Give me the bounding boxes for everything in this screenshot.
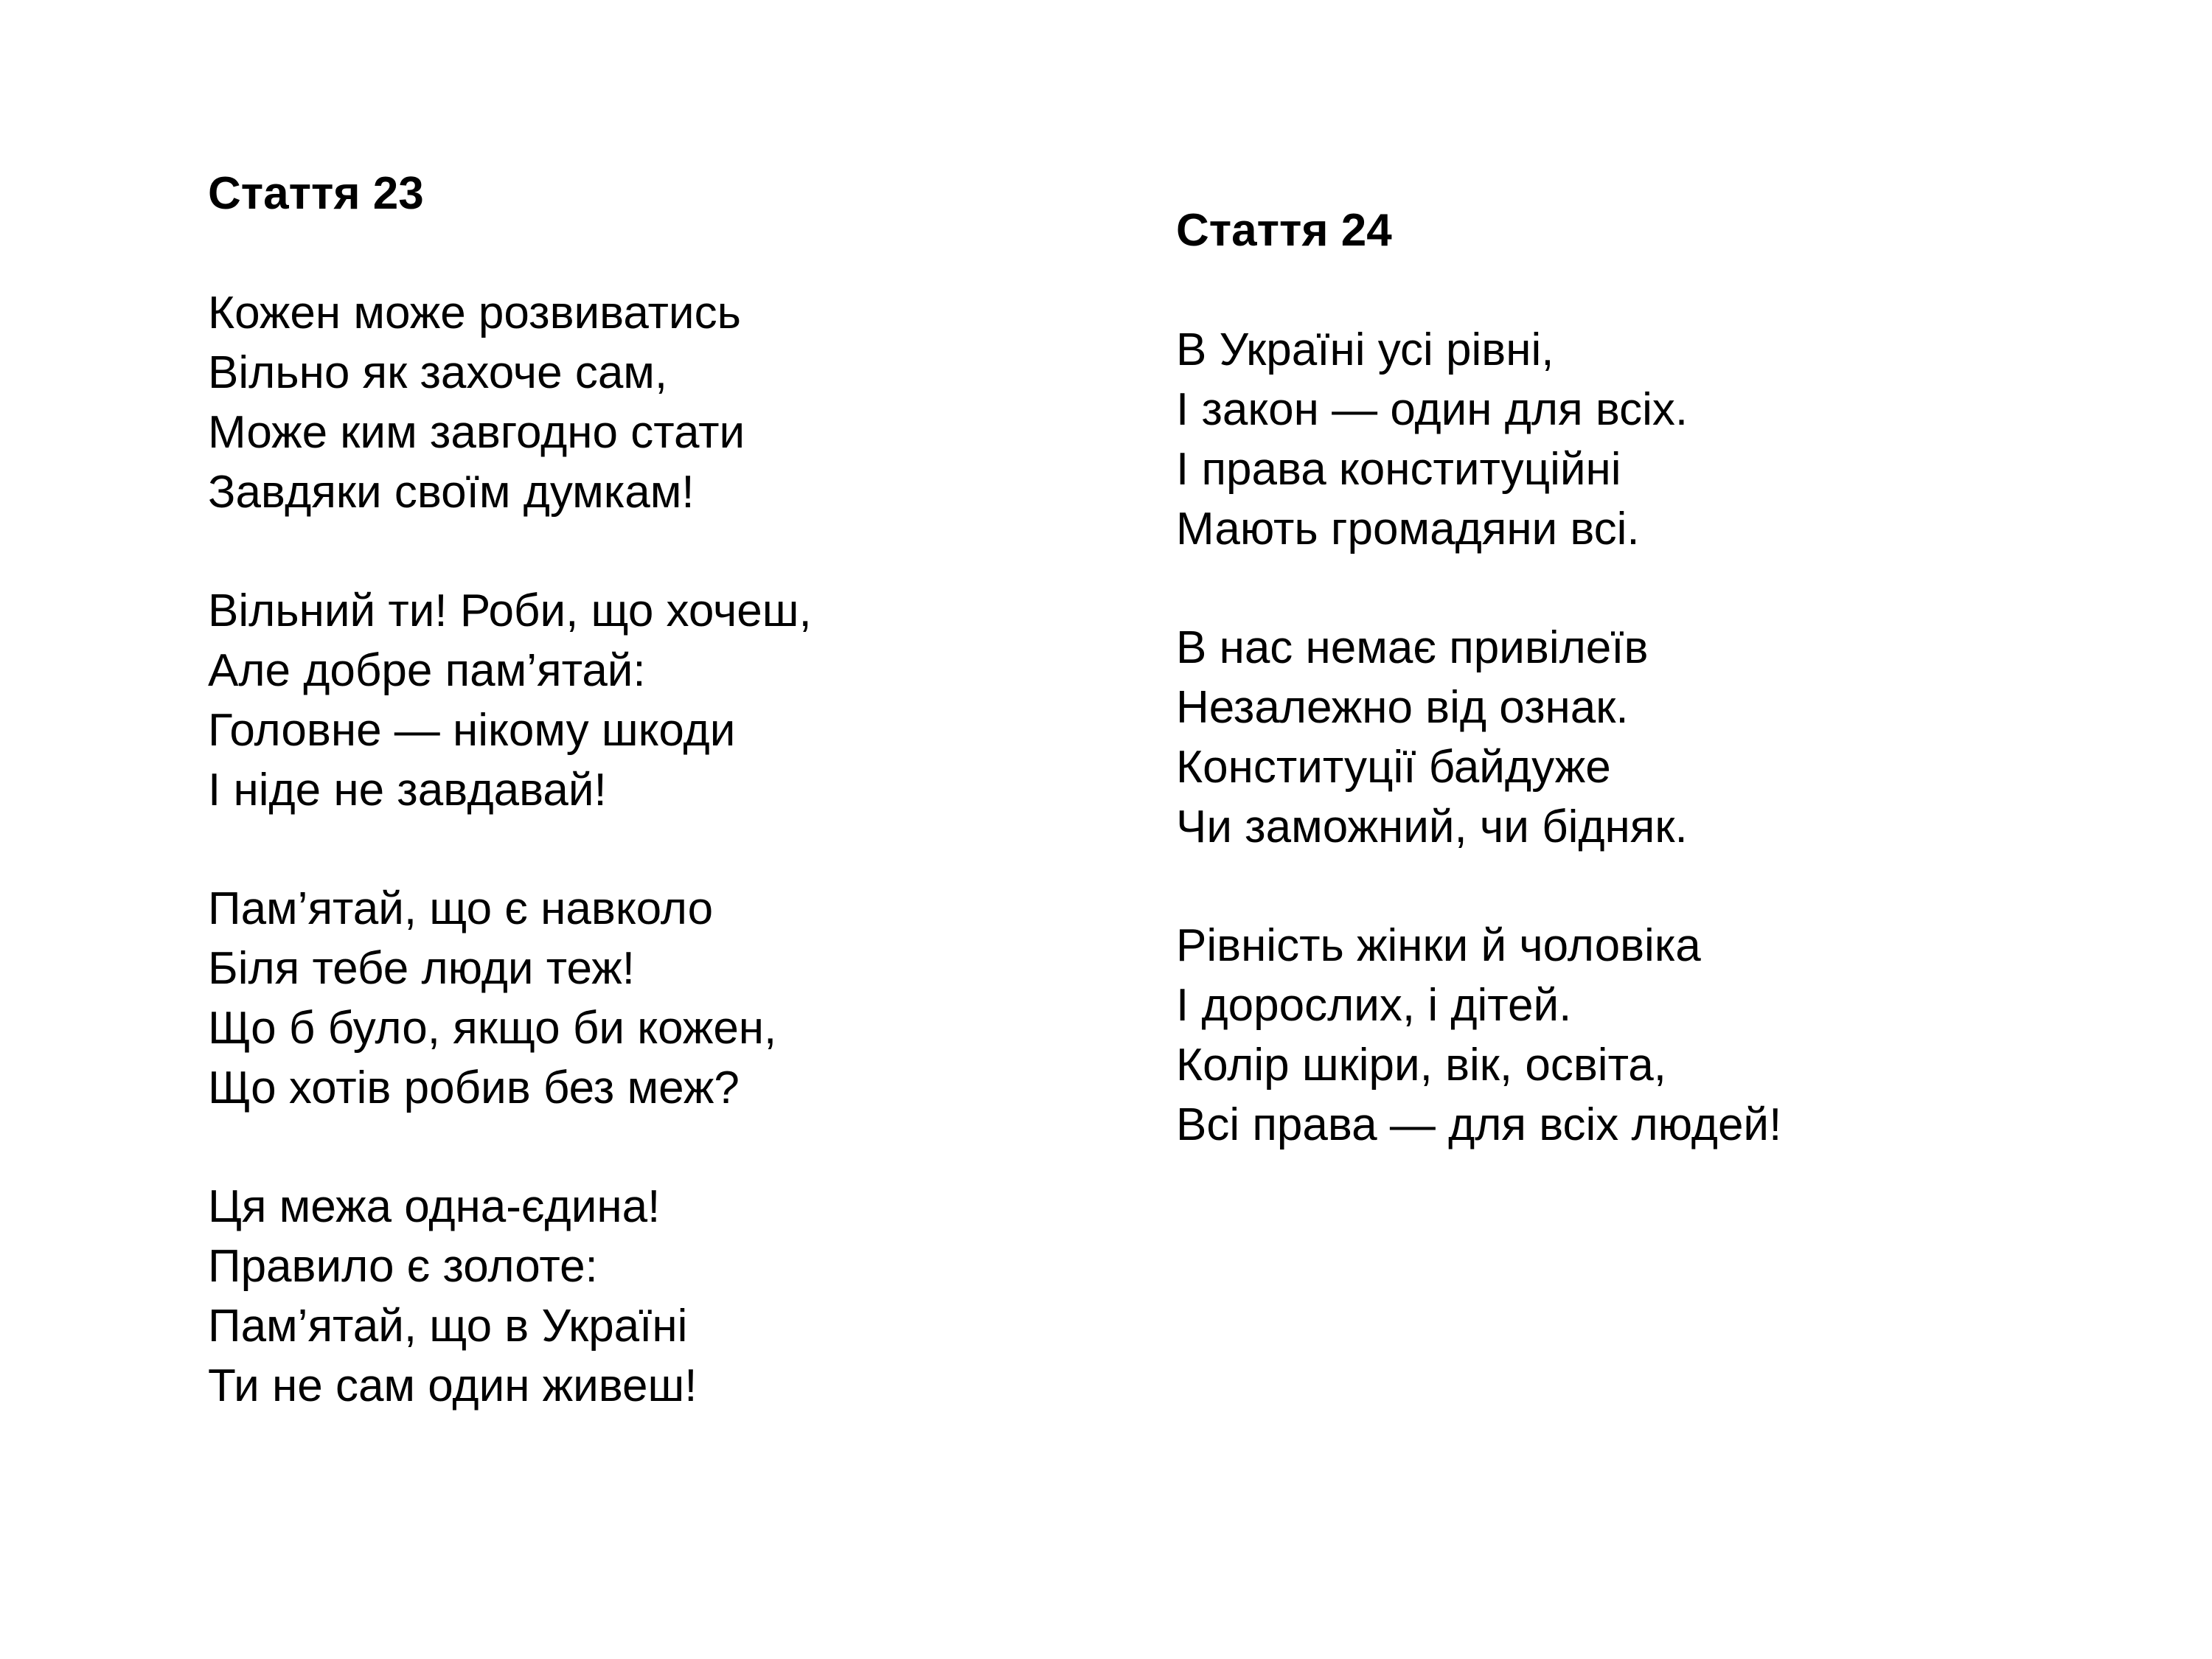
verse-line: Колір шкіри, вік, освіта, <box>1176 1040 1666 1091</box>
stanza <box>208 879 812 1118</box>
verse-line: В нас немає привілеїв <box>1176 622 1649 673</box>
article-24-column <box>1176 201 1781 1214</box>
stanza <box>1176 916 1781 1155</box>
verse-line: Пам’ятай, що є навколо <box>208 883 714 934</box>
verse-line: І закон — один для всіх. <box>1176 384 1688 435</box>
verse-line: Вільно як захоче сам, <box>208 347 668 398</box>
verse-line: Всі права — для всіх людей! <box>1176 1099 1782 1150</box>
verse-line: Що хотів робив без меж? <box>208 1062 740 1113</box>
verse-line: Ця межа одна-єдина! <box>208 1181 661 1232</box>
article-23-column <box>208 164 812 1475</box>
stanza <box>1176 618 1781 857</box>
verse-line: Незалежно від ознак. <box>1176 682 1629 733</box>
verse-line: Вільний ти! Роби, що хочеш, <box>208 585 812 636</box>
verse-line: І дорослих, і дітей. <box>1176 980 1572 1031</box>
article-23-title: Стаття 23 <box>208 168 424 219</box>
verse-line: І права конституційні <box>1176 444 1621 495</box>
verse-line: Правило є золоте: <box>208 1241 598 1292</box>
verse-line: В Україні усі рівні, <box>1176 324 1554 375</box>
verse-line: Пам’ятай, що в Україні <box>208 1301 688 1352</box>
verse-line: Біля тебе люди теж! <box>208 943 635 994</box>
stanza <box>208 283 812 522</box>
stanza <box>208 1177 812 1416</box>
verse-line: Рівність жінки й чоловіка <box>1176 920 1701 971</box>
verse-line: Чи заможний, чи бідняк. <box>1176 801 1688 852</box>
verse-line: Але добре пам’ятай: <box>208 645 646 696</box>
verse-line: Завдяки своїм думкам! <box>208 467 695 518</box>
article-24-title: Стаття 24 <box>1176 205 1392 256</box>
verse-line: І ніде не завдавай! <box>208 765 607 815</box>
verse-line: Ти не сам один живеш! <box>208 1360 698 1411</box>
verse-line: Може ким завгодно стати <box>208 407 745 458</box>
verse-line: Що б було, якщо би кожен, <box>208 1003 777 1054</box>
stanza <box>208 581 812 820</box>
verse-line: Конституції байдуже <box>1176 742 1611 793</box>
verse-line: Головне — нікому шкоди <box>208 705 736 756</box>
stanza <box>1176 320 1781 559</box>
verse-line: Мають громадяни всі. <box>1176 504 1640 554</box>
verse-line: Кожен може розвиватись <box>208 288 741 338</box>
